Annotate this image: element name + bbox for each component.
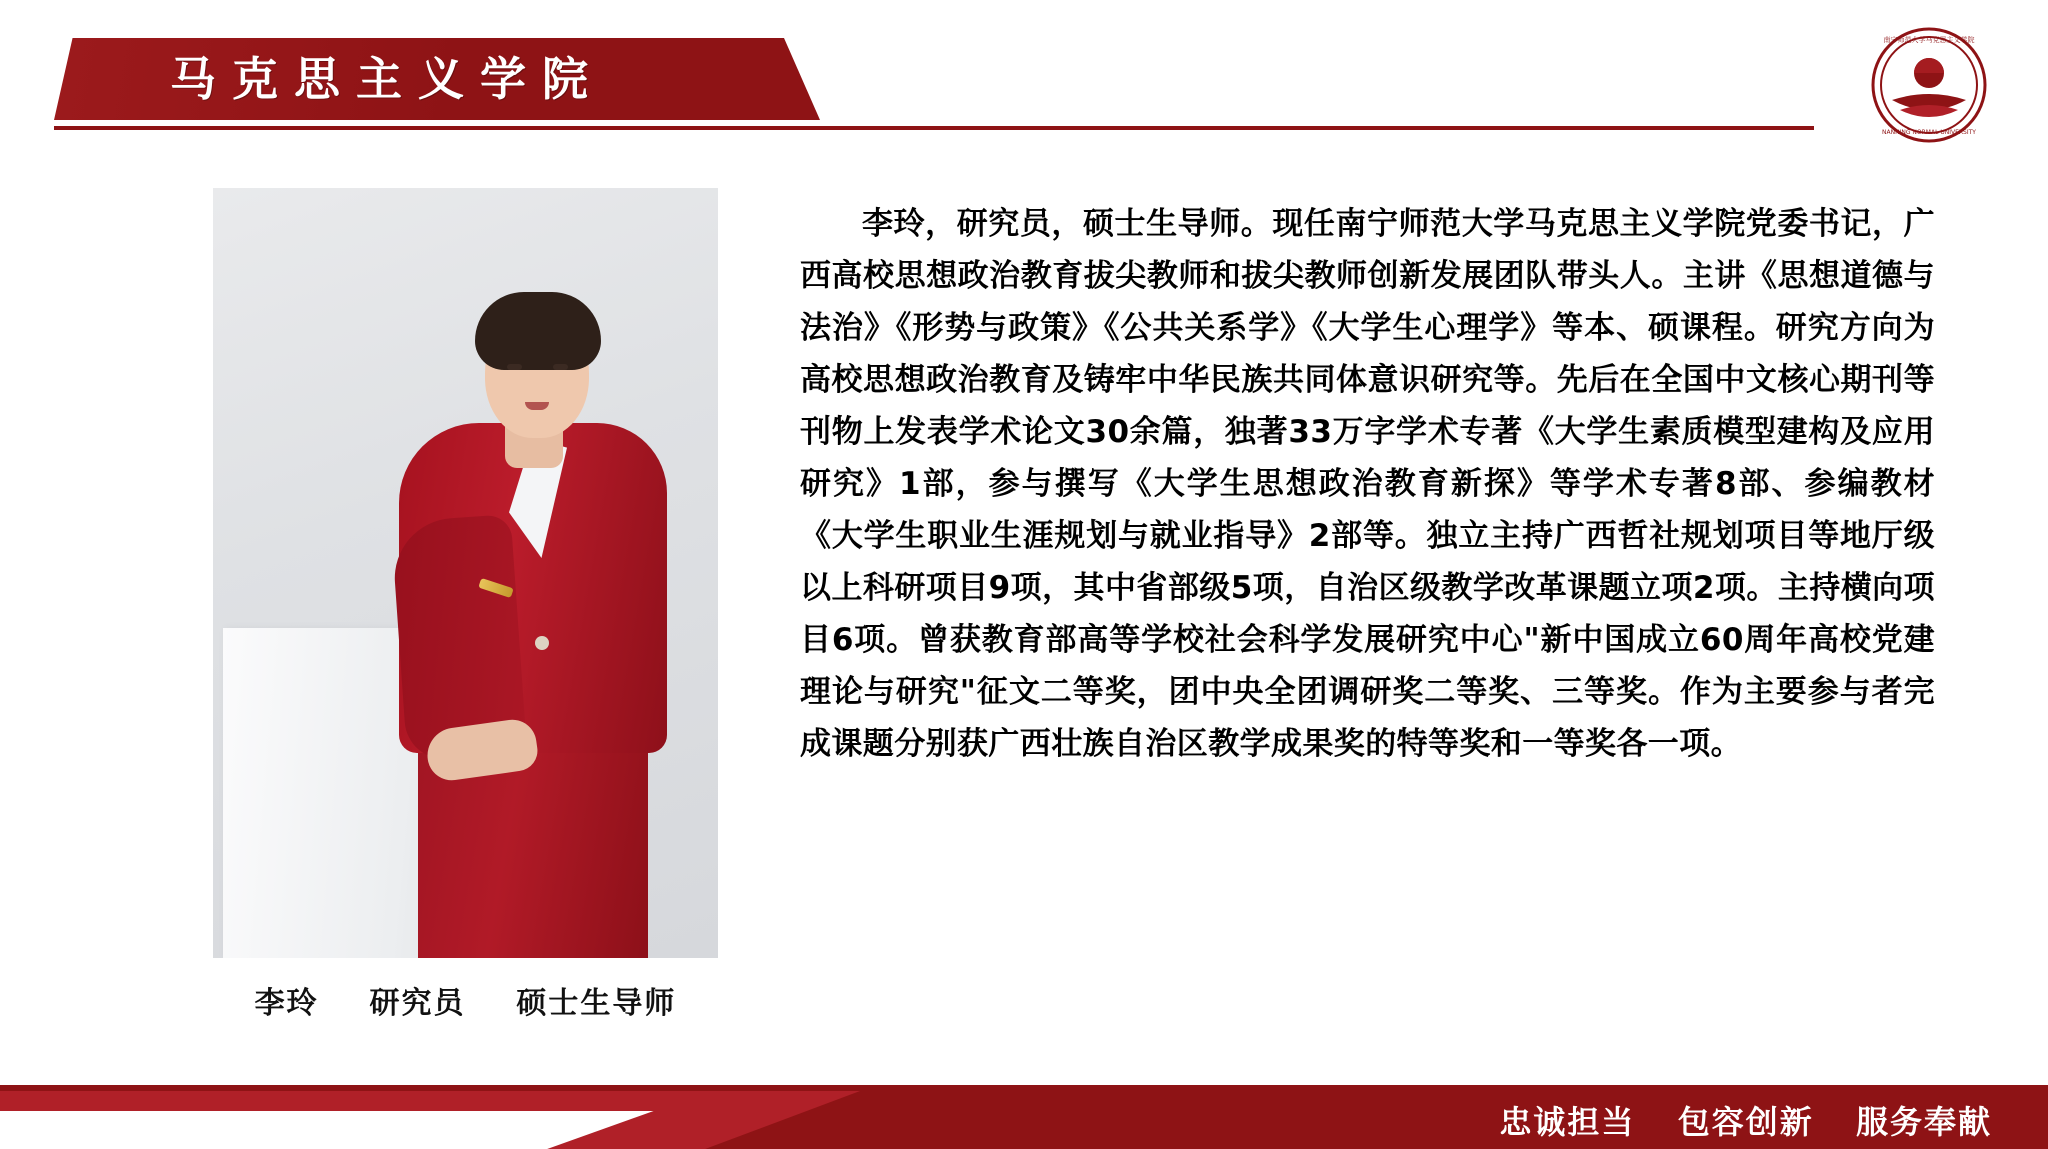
biography-text: 李玲，研究员，硕士生导师。现任南宁师范大学马克思主义学院党委书记，广西高校思想政治教育拔尖教师和拔尖教师创新发展团队带头人。主讲《思想道德与法治》《形势与政策》《公共关系学》《大学生心理学》等本、硕课程。研究方向为高校思想政治教育及铸牢中华民族共同体意识研究等。先后在全国中文核心期刊等刊物上发表学术论文30余篇，独著33万字学术专著《大学生素质模型建构及应用研究》1部，参与撰写《大学生思想政治教育新探》等学术专著8部、参编教材《大学生职业生涯规划与就业指导》2部等。独立主持广西哲社规划项目等地厅级以上科研项目9项，其中省部级5项，自治区级教学改革课题立项2项。主持横向项目6项。曾获教育部高等学校社会科学发展研究中心"新中国成立60周年高校党建理论与研究"征文二等奖，团中央全团调研奖二等奖、三等奖。作为主要参与者完成课题分别获广西壮族自治区教学成果奖的特等奖和一等奖各一项。 (800, 206, 1935, 762)
portrait-photo (213, 188, 718, 958)
caption-title: 研究员 (369, 986, 466, 1021)
caption-role: 硕士生导师 (516, 986, 677, 1021)
header-divider (54, 126, 1814, 130)
header-banner-tail (784, 38, 820, 120)
caption-name: 李玲 (254, 986, 319, 1021)
page-header (0, 0, 2048, 150)
page-footer (0, 1053, 2048, 1149)
portrait-eye-right (553, 364, 568, 370)
university-emblem-icon (1870, 26, 1988, 144)
portrait-eye-left (507, 364, 522, 370)
footer-slogan (1499, 1097, 1992, 1143)
portrait-button (535, 636, 549, 650)
svg-text:NANNING NORMAL UNIVERSITY: NANNING NORMAL UNIVERSITY (1882, 129, 1976, 136)
footer-slogan-part-2: 包容创新 (1677, 1103, 1814, 1141)
page-title: 马克思主义学院 (170, 52, 604, 106)
portrait-block (213, 188, 718, 1021)
footer-slogan-part-1: 忠诚担当 (1499, 1103, 1636, 1141)
portrait-caption (213, 978, 718, 1022)
portrait-fringe (475, 292, 601, 370)
footer-slogan-part-3: 服务奉献 (1855, 1103, 1992, 1141)
svg-text:南宁师范大学马克思主义学院: 南宁师范大学马克思主义学院 (1883, 36, 1975, 44)
